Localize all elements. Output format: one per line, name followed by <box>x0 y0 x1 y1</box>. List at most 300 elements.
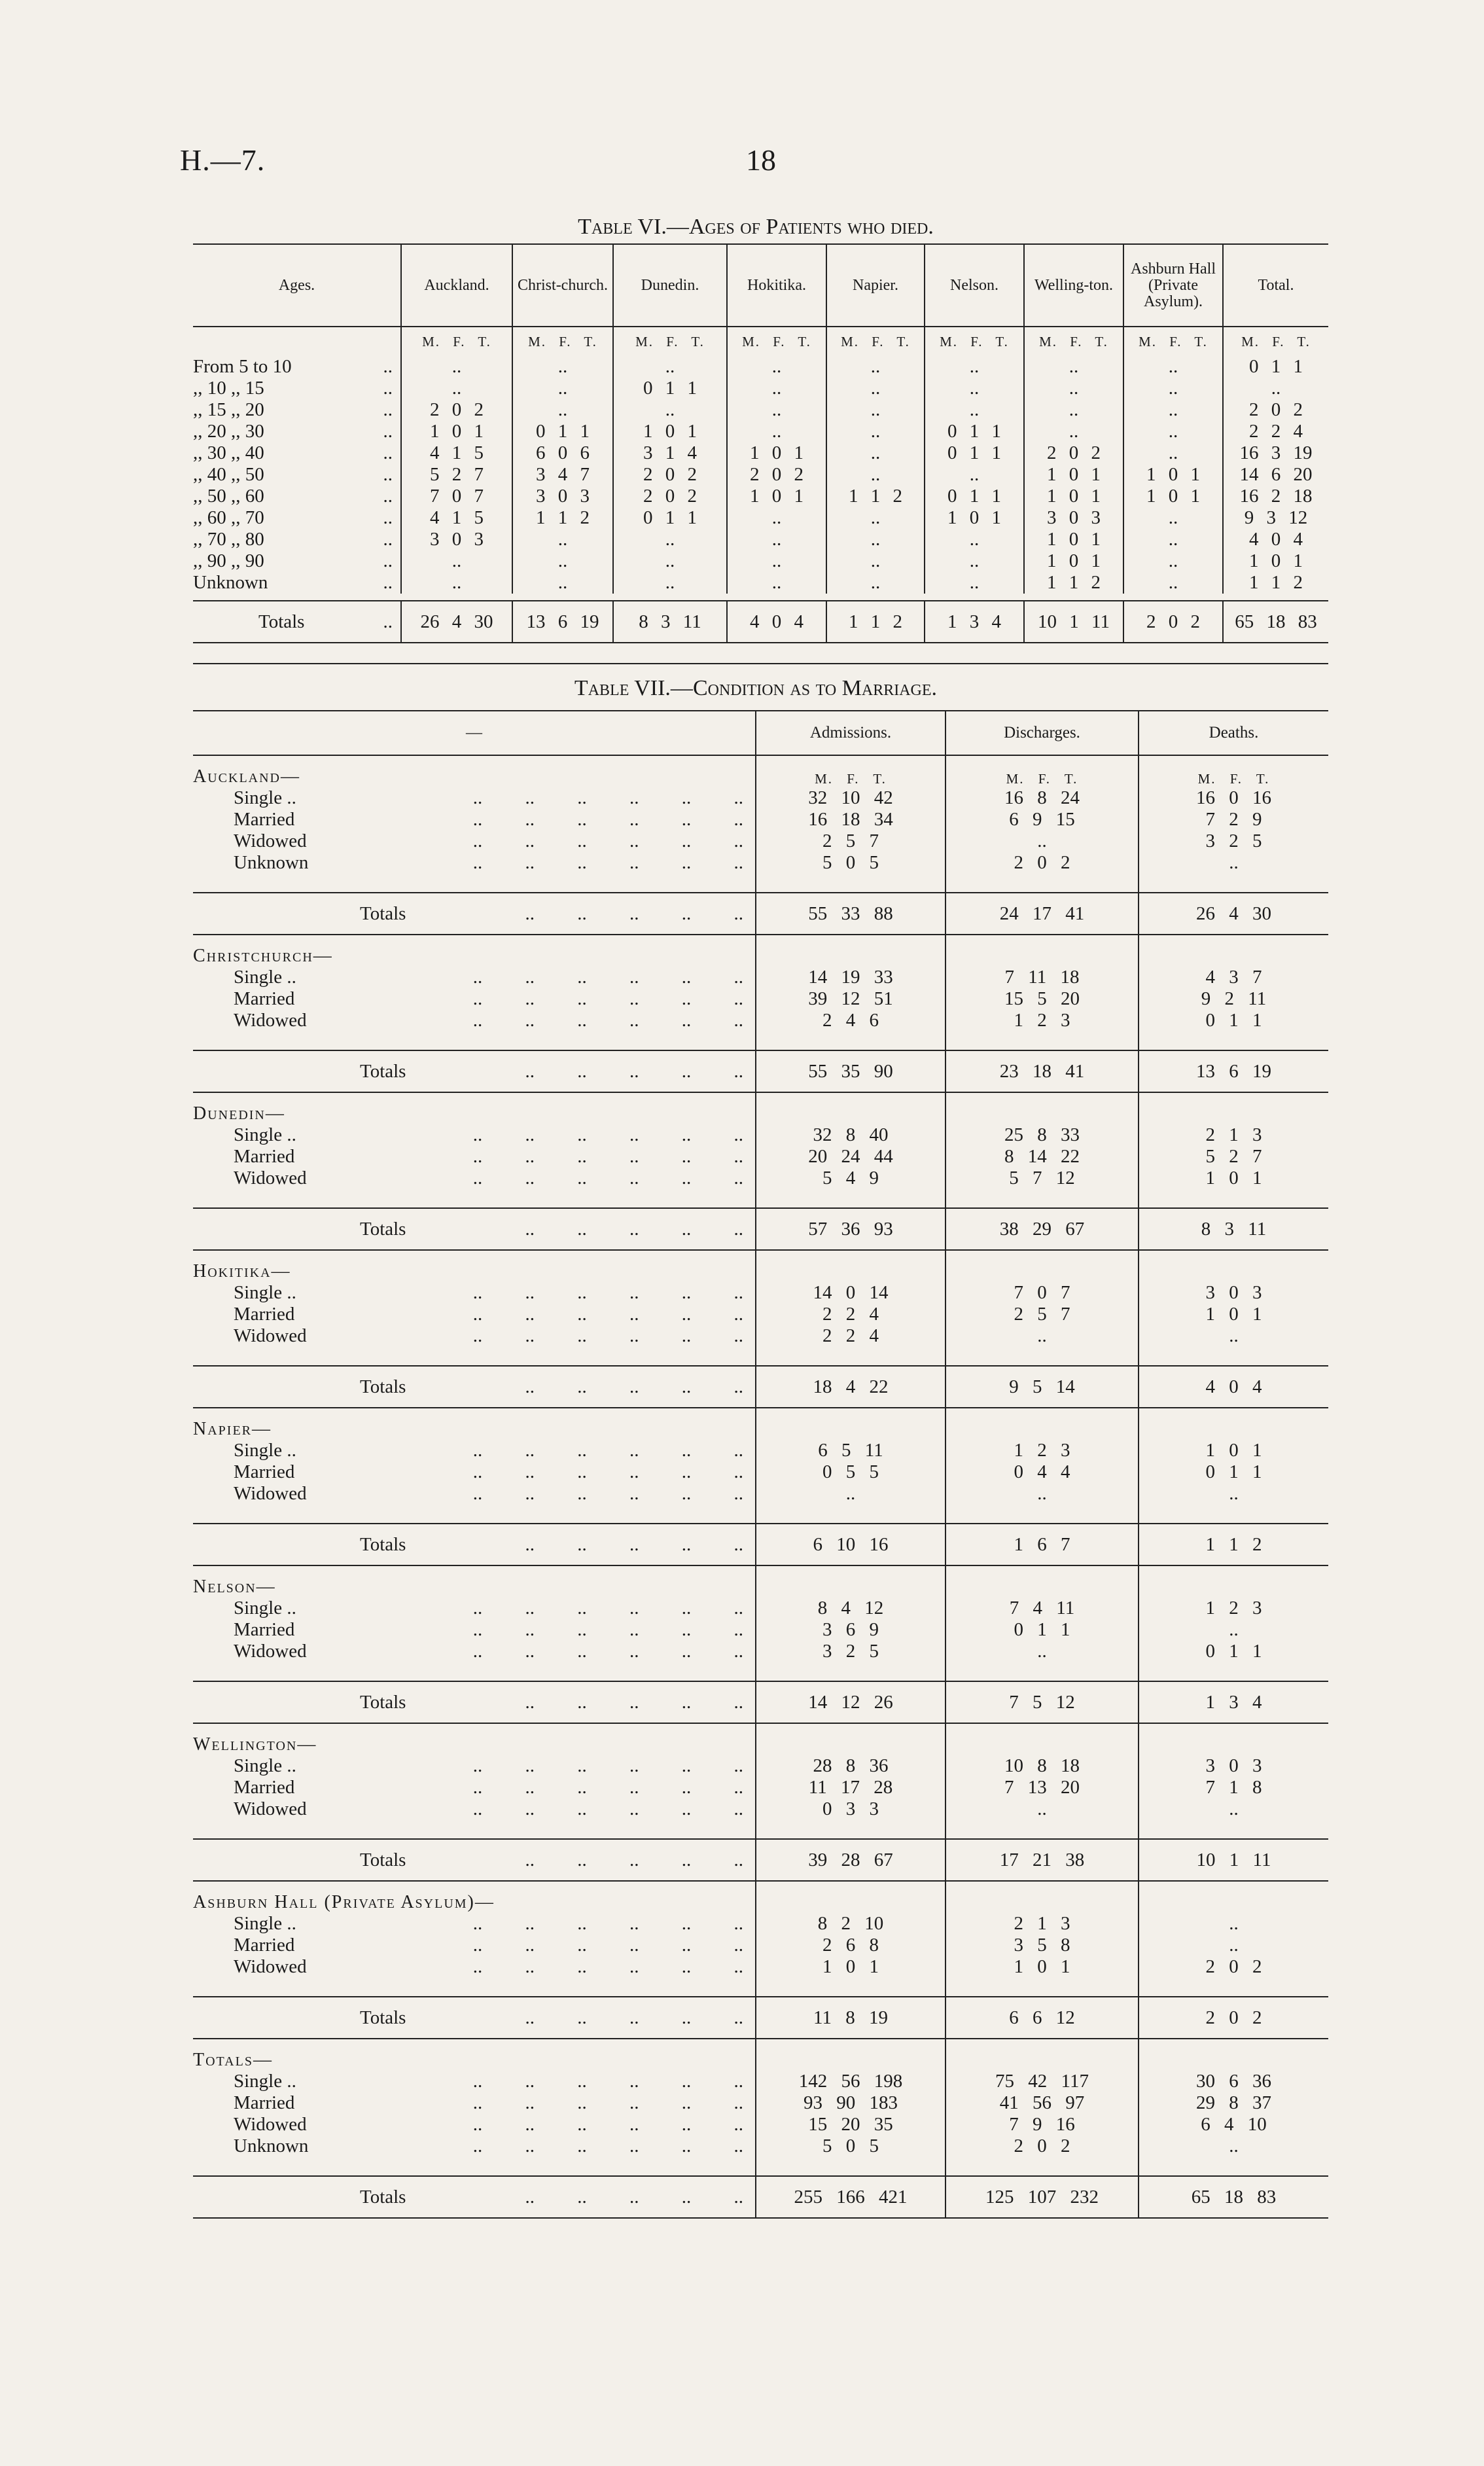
group-spacer-row <box>193 935 1328 967</box>
table-cell: 1 0 1 <box>1024 550 1123 572</box>
table-cell: 0 5 5 <box>756 1461 945 1483</box>
table-cell: 9 3 12 <box>1223 507 1328 529</box>
leader-dots: .. .. .. .. .. .. <box>472 1304 743 1325</box>
table7-caption: Table VII.—Condition as to Marriage. <box>574 676 938 700</box>
table-row <box>193 486 1328 507</box>
leader-dots: .. <box>383 421 393 442</box>
leader-dots: .. <box>383 507 393 528</box>
table-cell: .. <box>512 550 613 572</box>
table-cell: .. <box>401 378 512 399</box>
total-cell: 1 3 4 <box>1139 1681 1328 1723</box>
table6-col-header: Nelson. <box>925 244 1024 327</box>
total-cell: 17 21 38 <box>945 1839 1139 1881</box>
table-row <box>193 2092 1328 2114</box>
table-cell: 1 0 1 <box>613 421 727 442</box>
table-cell: .. <box>1139 852 1328 874</box>
total-cell: 2 0 2 <box>1139 1997 1328 2039</box>
table-cell: 16 2 18 <box>1223 486 1328 507</box>
row-label: Married <box>234 1777 295 1798</box>
table-cell: .. <box>945 1641 1139 1662</box>
table-cell: 1 0 1 <box>925 507 1024 529</box>
leader-dots: .. <box>383 356 393 377</box>
table-cell: 14 6 20 <box>1223 464 1328 486</box>
report-reference: H.—7. <box>180 143 266 177</box>
leader-dots: .. <box>383 399 393 420</box>
totals-label: Totals <box>360 1691 406 1713</box>
total-cell: 4 0 4 <box>1139 1366 1328 1408</box>
leader-dots: .. .. .. .. .. .. <box>472 1935 743 1956</box>
leader-dots: .. .. .. .. .. .. <box>472 2071 743 2092</box>
mft-subheader: M. F. T. <box>1139 755 1328 787</box>
table-cell: 2 0 2 <box>945 852 1139 874</box>
table-cell: 20 24 44 <box>756 1146 945 1168</box>
table-cell: .. <box>1139 1935 1328 1956</box>
table7-col-header: Discharges. <box>945 711 1139 755</box>
table-cell: .. <box>1123 356 1223 378</box>
total-cell: 26 4 30 <box>401 601 512 643</box>
table-cell: .. <box>826 399 925 421</box>
page-header <box>180 143 1332 182</box>
group-name: Auckland— <box>193 766 300 787</box>
group-spacer-row <box>193 1565 1328 1598</box>
table-cell: .. <box>925 572 1024 594</box>
table-cell: 7 11 18 <box>945 967 1139 988</box>
table-cell: .. <box>613 356 727 378</box>
table-cell: 0 1 1 <box>1223 356 1328 378</box>
group-totals-row <box>193 2176 1328 2218</box>
table-row <box>193 1304 1328 1325</box>
group-spacer-row <box>193 1250 1328 1282</box>
table-cell: 16 3 19 <box>1223 442 1328 464</box>
table-row <box>193 831 1328 852</box>
table-cell: .. <box>727 550 826 572</box>
table-cell: .. <box>512 399 613 421</box>
leader-dots: .. .. .. .. .. .. <box>472 988 743 1009</box>
row-label: Widowed <box>234 1010 307 1031</box>
age-label: From 5 to 10 .. <box>193 356 393 377</box>
leader-dots: .. <box>383 611 393 632</box>
table-cell: .. <box>826 529 925 550</box>
table-cell: 1 0 1 <box>756 1956 945 1978</box>
table-row <box>193 1168 1328 1189</box>
leader-dots: .. .. .. .. .. <box>525 902 743 924</box>
table-row <box>193 1935 1328 1956</box>
total-cell: 11 8 19 <box>756 1997 945 2039</box>
table-cell: 0 4 4 <box>945 1461 1139 1483</box>
age-label: ,, 30 ,, 40 .. <box>193 442 393 463</box>
table-cell: 2 2 4 <box>756 1304 945 1325</box>
table-cell: 5 2 7 <box>401 464 512 486</box>
table6-col-header: Ashburn Hall (Private Asylum). <box>1123 244 1223 327</box>
table-cell: 2 1 3 <box>1139 1124 1328 1146</box>
row-label: Widowed <box>234 1325 307 1346</box>
row-label: Widowed <box>234 1641 307 1662</box>
table-condition-as-to-marriage <box>193 710 1328 2219</box>
table-cell: 2 0 2 <box>613 464 727 486</box>
table-cell: 30 6 36 <box>1139 2071 1328 2092</box>
table-cell: 3 2 5 <box>756 1641 945 1662</box>
table-cell: 3 2 5 <box>1139 831 1328 852</box>
total-cell: 57 36 93 <box>756 1208 945 1250</box>
table-cell: .. <box>1123 507 1223 529</box>
table-cell: .. <box>401 550 512 572</box>
table-cell: .. <box>826 550 925 572</box>
table-row <box>193 1641 1328 1662</box>
row-label: Single .. <box>234 1755 296 1776</box>
leader-dots: .. .. .. .. .. .. <box>472 1641 743 1662</box>
table-cell: .. <box>925 378 1024 399</box>
row-label: Unknown <box>234 2135 309 2156</box>
table-cell: .. <box>826 572 925 594</box>
table-row <box>193 1913 1328 1935</box>
leader-dots: .. .. .. .. .. <box>525 1218 743 1240</box>
total-cell: 55 33 88 <box>756 893 945 935</box>
total-cell: 9 5 14 <box>945 1366 1139 1408</box>
table-row <box>193 1146 1328 1168</box>
table-cell: 3 0 3 <box>401 529 512 550</box>
table-cell: .. <box>613 529 727 550</box>
table-cell: 7 0 7 <box>945 1282 1139 1304</box>
total-cell: 255 166 421 <box>756 2176 945 2218</box>
table-cell: 2 0 2 <box>727 464 826 486</box>
table-cell: 39 12 51 <box>756 988 945 1010</box>
mft-subheader: M. F. T. <box>613 327 727 356</box>
table-cell: 1 1 2 <box>1223 572 1328 594</box>
section-divider <box>193 663 1328 664</box>
table6-col-header: Dunedin. <box>613 244 727 327</box>
table-row <box>193 1956 1328 1978</box>
leader-dots: .. .. .. .. .. .. <box>472 2114 743 2135</box>
table-cell: 15 5 20 <box>945 988 1139 1010</box>
group-name: Ashburn Hall (Private Asylum)— <box>193 1892 495 1912</box>
table-cell: 0 1 1 <box>925 442 1024 464</box>
leader-dots: .. .. .. .. .. .. <box>472 1956 743 1977</box>
table-row <box>193 2071 1328 2092</box>
group-name: Nelson— <box>193 1577 276 1597</box>
table-cell: 1 1 2 <box>826 486 925 507</box>
leader-dots: .. .. .. .. .. .. <box>472 809 743 830</box>
table-cell: .. <box>727 421 826 442</box>
table-row <box>193 1010 1328 1031</box>
table-cell: 1 0 1 <box>1223 550 1328 572</box>
table-cell: .. <box>727 572 826 594</box>
table-cell: .. <box>727 399 826 421</box>
table-cell: 2 1 3 <box>945 1913 1139 1935</box>
table-cell: .. <box>1123 421 1223 442</box>
age-label: ,, 10 ,, 15 .. <box>193 378 393 399</box>
table-cell: .. <box>945 1483 1139 1505</box>
table-row <box>193 1798 1328 1820</box>
mft-subheader: M. F. T. <box>826 327 925 356</box>
table-cell: .. <box>1139 1325 1328 1347</box>
table-cell: 7 9 16 <box>945 2114 1139 2135</box>
table6-mft-row <box>193 327 1328 356</box>
table-cell: .. <box>727 507 826 529</box>
table-cell: 32 8 40 <box>756 1124 945 1146</box>
leader-dots: .. .. .. .. .. <box>525 2007 743 2028</box>
table6-col-header: Hokitika. <box>727 244 826 327</box>
table-cell: .. <box>512 378 613 399</box>
mft-subheader: M. F. T. <box>1223 327 1328 356</box>
table-cell: 0 1 1 <box>613 378 727 399</box>
table-cell: 0 1 1 <box>925 486 1024 507</box>
mft-subheader: M. F. T. <box>945 755 1139 787</box>
total-cell: 14 12 26 <box>756 1681 945 1723</box>
total-cell: 26 4 30 <box>1139 893 1328 935</box>
table-cell: 5 0 5 <box>756 2135 945 2157</box>
table7-col-header: — <box>193 711 756 755</box>
totals-label: Totals <box>360 2186 406 2207</box>
mft-subheader: M. F. T. <box>401 327 512 356</box>
row-label: Married <box>234 2092 295 2113</box>
total-cell: 18 4 22 <box>756 1366 945 1408</box>
table-cell: 7 2 9 <box>1139 809 1328 831</box>
table-cell: .. <box>1139 1798 1328 1820</box>
table-cell: .. <box>1123 529 1223 550</box>
leader-dots: .. <box>383 378 393 399</box>
leader-dots: .. .. .. .. .. .. <box>472 787 743 808</box>
table-row <box>193 1619 1328 1641</box>
total-cell: 1 1 2 <box>826 601 925 643</box>
table-cell: 2 0 2 <box>613 486 727 507</box>
table-cell: .. <box>1123 572 1223 594</box>
table-row <box>193 2135 1328 2157</box>
total-cell: 13 6 19 <box>1139 1050 1328 1092</box>
total-cell: 8 3 11 <box>1139 1208 1328 1250</box>
leader-dots: .. .. .. .. .. <box>525 1376 743 1397</box>
table-cell: 41 56 97 <box>945 2092 1139 2114</box>
table-cell: 1 0 1 <box>727 442 826 464</box>
group-spacer-row <box>193 1408 1328 1440</box>
table-row <box>193 1124 1328 1146</box>
table-cell: 2 4 6 <box>756 1010 945 1031</box>
table-cell: 16 0 16 <box>1139 787 1328 809</box>
table-cell: 7 1 8 <box>1139 1777 1328 1798</box>
table-cell: .. <box>1139 2135 1328 2157</box>
table-cell: 1 0 1 <box>727 486 826 507</box>
leader-dots: .. .. .. .. .. .. <box>472 1461 743 1482</box>
table-cell: 5 2 7 <box>1139 1146 1328 1168</box>
table-cell: 3 4 7 <box>512 464 613 486</box>
group-totals-row <box>193 1997 1328 2039</box>
table6-totals-row <box>193 601 1328 643</box>
leader-dots: .. .. .. .. .. .. <box>472 1282 743 1303</box>
table-cell: 8 2 10 <box>756 1913 945 1935</box>
table6-caption: Table VI.—Ages of Patients who died. <box>578 215 934 239</box>
table-cell: .. <box>727 356 826 378</box>
table-cell: .. <box>925 550 1024 572</box>
table-cell: 14 19 33 <box>756 967 945 988</box>
table-cell: 0 1 1 <box>512 421 613 442</box>
table-cell: 16 8 24 <box>945 787 1139 809</box>
leader-dots: .. .. .. .. .. .. <box>472 1798 743 1819</box>
total-cell: 55 35 90 <box>756 1050 945 1092</box>
table-cell: 15 20 35 <box>756 2114 945 2135</box>
group-name: Dunedin— <box>193 1103 285 1124</box>
table-cell: .. <box>1024 399 1123 421</box>
page-number: 18 <box>746 143 776 177</box>
row-label: Single .. <box>234 787 296 808</box>
table-row <box>193 852 1328 874</box>
total-cell: 125 107 232 <box>945 2176 1139 2218</box>
row-label: Single .. <box>234 1124 296 1145</box>
mft-subheader: M. F. T. <box>756 755 945 787</box>
table-cell: 1 0 1 <box>1139 1440 1328 1461</box>
table-cell: 1 0 1 <box>1123 464 1223 486</box>
table-row <box>193 1483 1328 1505</box>
group-totals-row <box>193 1524 1328 1565</box>
table-cell: 2 0 2 <box>945 2135 1139 2157</box>
table-cell: 1 0 1 <box>1123 486 1223 507</box>
total-cell: 1 6 7 <box>945 1524 1139 1565</box>
group-name: Totals— <box>193 2050 273 2070</box>
table-cell: .. <box>925 464 1024 486</box>
leader-dots: .. .. .. .. .. .. <box>472 1146 743 1167</box>
table-cell: 32 10 42 <box>756 787 945 809</box>
table-cell: .. <box>512 356 613 378</box>
table6-col-header: Welling-ton. <box>1024 244 1123 327</box>
age-label: ,, 90 ,, 90 .. <box>193 550 393 571</box>
leader-dots: .. .. .. .. .. .. <box>472 1913 743 1934</box>
table-cell: .. <box>826 442 925 464</box>
leader-dots: .. .. .. .. .. .. <box>472 2135 743 2156</box>
age-label: ,, 15 ,, 20 .. <box>193 399 393 420</box>
table-cell: .. <box>826 464 925 486</box>
table-row <box>193 550 1328 572</box>
table-cell: 0 3 3 <box>756 1798 945 1820</box>
table-row <box>193 464 1328 486</box>
table-cell: 5 4 9 <box>756 1168 945 1189</box>
leader-dots: .. <box>383 442 393 463</box>
mft-subheader: M. F. T. <box>925 327 1024 356</box>
table-cell: .. <box>401 356 512 378</box>
mft-subheader: M. F. T. <box>1024 327 1123 356</box>
table-row <box>193 1325 1328 1347</box>
table-cell: 4 0 4 <box>1223 529 1328 550</box>
table-cell: .. <box>512 572 613 594</box>
table-row <box>193 988 1328 1010</box>
table-row <box>193 399 1328 421</box>
table-cell: 8 14 22 <box>945 1146 1139 1168</box>
table-row <box>193 421 1328 442</box>
total-cell: 65 18 83 <box>1223 601 1328 643</box>
table-cell: 0 1 1 <box>925 421 1024 442</box>
table-row <box>193 507 1328 529</box>
table-cell: 2 5 7 <box>945 1304 1139 1325</box>
row-label: Unknown <box>234 852 309 873</box>
table-cell: 3 0 3 <box>512 486 613 507</box>
table-cell: 2 0 2 <box>1223 399 1328 421</box>
table-row <box>193 1755 1328 1777</box>
total-cell: 13 6 19 <box>512 601 613 643</box>
table-row <box>193 1598 1328 1619</box>
table6-body <box>193 327 1328 643</box>
table-cell: .. <box>512 529 613 550</box>
leader-dots: .. .. .. .. .. .. <box>472 1124 743 1145</box>
table-cell: .. <box>1024 378 1123 399</box>
row-label: Single .. <box>234 967 296 988</box>
table-cell: 3 0 3 <box>1139 1755 1328 1777</box>
table-cell: 29 8 37 <box>1139 2092 1328 2114</box>
table7-body <box>193 755 1328 2218</box>
table-cell: 2 2 4 <box>756 1325 945 1347</box>
total-cell: 38 29 67 <box>945 1208 1139 1250</box>
table-row <box>193 1777 1328 1798</box>
group-name: Christchurch— <box>193 946 333 966</box>
leader-dots: .. .. .. .. .. .. <box>472 1010 743 1031</box>
row-label: Widowed <box>234 2114 307 2135</box>
table7-col-header: Deaths. <box>1139 711 1328 755</box>
total-cell: 1 1 2 <box>1139 1524 1328 1565</box>
table-row <box>193 2114 1328 2135</box>
group-totals-row <box>193 1366 1328 1408</box>
table-cell: 1 0 1 <box>401 421 512 442</box>
table-cell: .. <box>826 507 925 529</box>
table-cell: 8 4 12 <box>756 1598 945 1619</box>
table-cell: .. <box>401 572 512 594</box>
leader-dots: .. <box>383 550 393 571</box>
table-row <box>193 1461 1328 1483</box>
leader-dots: .. .. .. .. .. .. <box>472 1777 743 1798</box>
table-cell: 4 3 7 <box>1139 967 1328 988</box>
leader-dots: .. .. .. .. .. .. <box>472 831 743 851</box>
table-cell: .. <box>925 356 1024 378</box>
leader-dots: .. .. .. .. .. <box>525 1533 743 1555</box>
table-cell: 3 0 3 <box>1024 507 1123 529</box>
row-label: Single .. <box>234 1440 296 1461</box>
table-row <box>193 442 1328 464</box>
totals-label: Totals <box>360 1376 406 1397</box>
table-row <box>193 1282 1328 1304</box>
table-cell: 0 1 1 <box>1139 1641 1328 1662</box>
row-label: Married <box>234 1304 295 1325</box>
group-spacer-row <box>193 1881 1328 1913</box>
group-totals-row <box>193 893 1328 935</box>
table-cell: 6 9 15 <box>945 809 1139 831</box>
table-cell: 7 0 7 <box>401 486 512 507</box>
table-cell: .. <box>826 356 925 378</box>
table-cell: .. <box>1123 378 1223 399</box>
totals-label: Totals .. <box>193 601 401 643</box>
row-label: Widowed <box>234 1956 307 1977</box>
leader-dots: .. .. .. .. .. .. <box>472 852 743 873</box>
table-cell: 6 0 6 <box>512 442 613 464</box>
table-cell: 1 0 1 <box>1024 464 1123 486</box>
table-cell: .. <box>1123 550 1223 572</box>
total-cell: 6 10 16 <box>756 1524 945 1565</box>
table-cell: 2 6 8 <box>756 1935 945 1956</box>
group-totals-row <box>193 1050 1328 1092</box>
table-cell: 142 56 198 <box>756 2071 945 2092</box>
total-cell: 10 1 11 <box>1024 601 1123 643</box>
table-cell: .. <box>945 1325 1139 1347</box>
table-cell: 2 2 4 <box>1223 421 1328 442</box>
mft-subheader: M. F. T. <box>727 327 826 356</box>
table-row <box>193 1440 1328 1461</box>
mft-subheader: M. F. T. <box>512 327 613 356</box>
table-cell: .. <box>613 572 727 594</box>
age-label: ,, 50 ,, 60 .. <box>193 486 393 507</box>
table-cell: 3 0 3 <box>1139 1282 1328 1304</box>
table-cell: .. <box>1024 421 1123 442</box>
group-spacer-row <box>193 2039 1328 2071</box>
table-cell: .. <box>727 378 826 399</box>
table-cell: .. <box>1123 399 1223 421</box>
leader-dots: .. .. .. .. .. .. <box>472 1325 743 1346</box>
leader-dots: .. .. .. .. .. .. <box>472 1619 743 1640</box>
row-label: Widowed <box>234 1483 307 1504</box>
leader-dots: .. .. .. .. .. .. <box>472 2092 743 2113</box>
